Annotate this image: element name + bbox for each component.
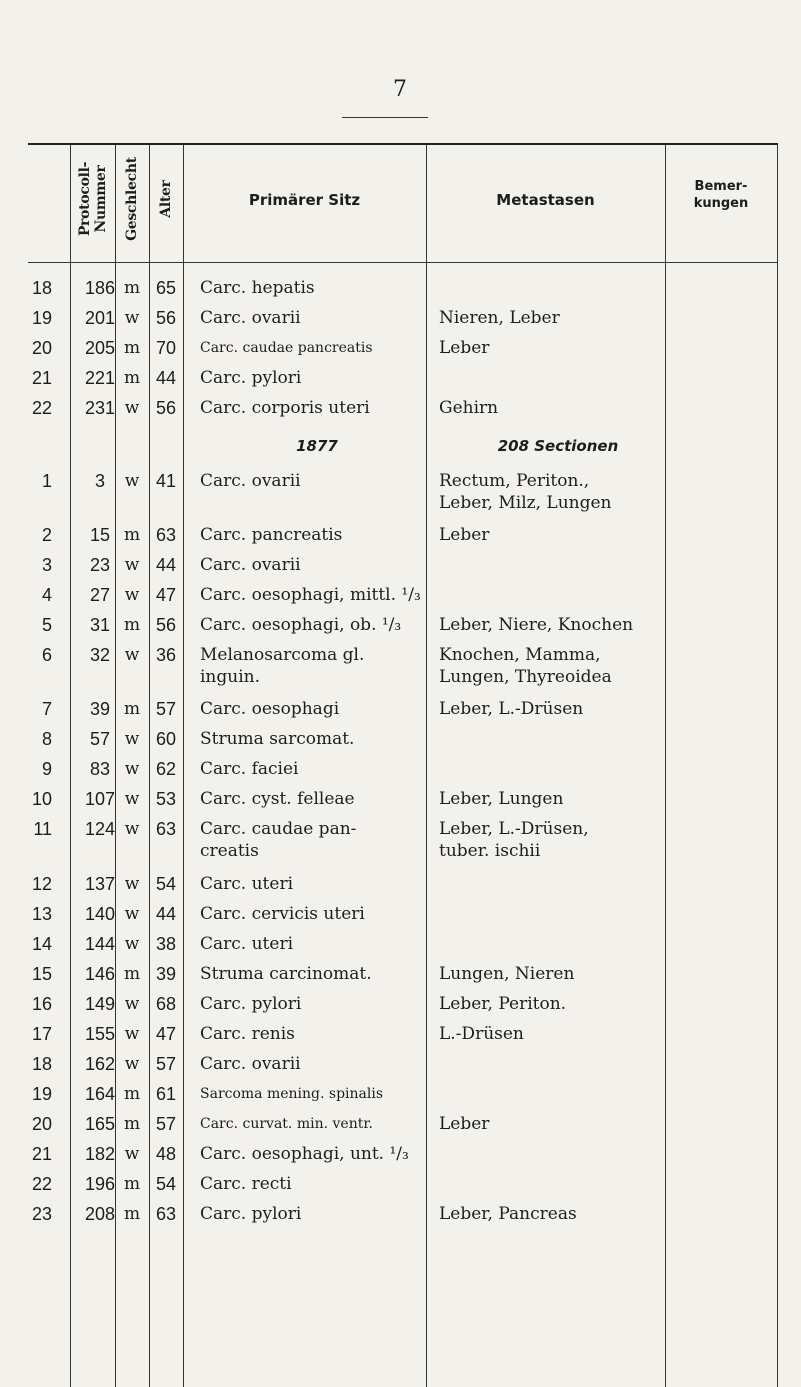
cell-protocol: 196 (84, 1174, 116, 1194)
table-row (28, 959, 778, 989)
cell-protocol: 146 (84, 964, 116, 984)
cell-age: 70 (155, 338, 177, 358)
header-primary-label: Primärer Sitz (248, 191, 361, 209)
cell-primary: Carc. oesophagi (200, 699, 340, 719)
table-row (28, 784, 778, 814)
cell-primary: Carc. faciei (200, 759, 299, 779)
cell-age: 44 (155, 904, 177, 924)
cell-protocol: 162 (84, 1054, 116, 1074)
cell-sex: m (123, 338, 141, 358)
cell-age: 36 (155, 645, 177, 665)
cell-lfd: 2 (41, 525, 52, 545)
cell-sex: w (124, 555, 140, 575)
cell-lfd: 4 (41, 585, 52, 605)
cell-primary: Carc. caudae pan- creatis (200, 819, 357, 861)
cell-protocol: 208 (84, 1204, 116, 1224)
table-row (28, 1139, 778, 1169)
cell-protocol: 144 (84, 934, 116, 954)
cell-age: 44 (155, 555, 177, 575)
cell-lfd: 22 (31, 398, 52, 418)
sections-count: 208 Sectionen (497, 437, 619, 455)
cell-primary: Carc. oesophagi, mittl. ¹/₃ (200, 585, 421, 605)
cell-lfd: 19 (31, 1084, 52, 1104)
cell-age: 47 (155, 585, 177, 605)
table-row (28, 303, 778, 333)
cell-sex: m (123, 525, 141, 545)
cell-sex: m (123, 368, 141, 388)
cell-lfd: 9 (41, 759, 52, 779)
cell-age: 63 (155, 1204, 177, 1224)
cell-lfd: 16 (31, 994, 52, 1014)
table-row (28, 1049, 778, 1079)
cell-primary: Carc. uteri (200, 874, 294, 894)
cell-age: 60 (155, 729, 177, 749)
cell-age: 54 (155, 874, 177, 894)
cell-lfd: 15 (31, 964, 52, 984)
cell-primary: Carc. ovarii (200, 471, 301, 491)
cell-lfd: 21 (31, 368, 52, 388)
year-row (28, 431, 778, 461)
cell-primary: Struma sarcomat. (200, 729, 355, 749)
table-row (28, 1169, 778, 1199)
cell-primary: Carc. cervicis uteri (200, 904, 365, 924)
cell-sex: w (124, 904, 140, 924)
cell-lfd: 22 (31, 1174, 52, 1194)
header-protocol (70, 145, 115, 262)
table-row (28, 640, 778, 692)
cell-lfd: 13 (31, 904, 52, 924)
cell-sex: w (124, 819, 140, 839)
cell-protocol: 83 (89, 759, 111, 779)
cell-protocol: 149 (84, 994, 116, 1014)
cell-metastases: Leber (439, 338, 490, 358)
autopsy-table (28, 143, 778, 1387)
table-row (28, 724, 778, 754)
cell-lfd: 8 (41, 729, 52, 749)
cell-age: 44 (155, 368, 177, 388)
cell-primary: Sarcoma mening. spinalis (200, 1086, 384, 1102)
cell-lfd: 20 (31, 338, 52, 358)
cell-age: 63 (155, 525, 177, 545)
cell-lfd: 18 (31, 1054, 52, 1074)
cell-sex: m (123, 1084, 141, 1104)
cell-sex: w (124, 471, 140, 491)
cell-age: 53 (155, 789, 177, 809)
cell-metastases: Leber, Periton. (439, 994, 567, 1014)
cell-sex: w (124, 308, 140, 328)
header-rule (28, 262, 778, 263)
cell-age: 56 (155, 308, 177, 328)
cell-age: 57 (155, 699, 177, 719)
cell-age: 39 (155, 964, 177, 984)
cell-sex: w (124, 789, 140, 809)
cell-lfd: 6 (41, 645, 52, 665)
cell-metastases: Leber, L.-Drüsen (439, 699, 584, 719)
cell-lfd: 20 (31, 1114, 52, 1134)
header-sex-label: Geschlecht (124, 157, 140, 241)
table-row (28, 1109, 778, 1139)
cell-age: 48 (155, 1144, 177, 1164)
cell-metastases: Lungen, Nieren (439, 964, 575, 984)
cell-age: 56 (155, 615, 177, 635)
cell-primary: Carc. curvat. min. ventr. (200, 1116, 373, 1132)
cell-protocol: 155 (84, 1024, 116, 1044)
table-row (28, 899, 778, 929)
cell-sex: w (124, 759, 140, 779)
cell-sex: m (123, 1174, 141, 1194)
table-row (28, 989, 778, 1019)
cell-metastases: Gehirn (439, 398, 499, 418)
cell-primary: Carc. ovarii (200, 555, 301, 575)
cell-primary: Carc. ovarii (200, 308, 301, 328)
cell-age: 56 (155, 398, 177, 418)
cell-age: 61 (155, 1084, 177, 1104)
table-row (28, 550, 778, 580)
cell-metastases: Leber, L.-Drüsen, tuber. ischii (439, 819, 589, 861)
cell-primary: Carc. pylori (200, 1204, 302, 1224)
cell-sex: w (124, 1144, 140, 1164)
cell-protocol: 124 (84, 819, 116, 839)
page-number: 7 (393, 77, 407, 102)
cell-protocol: 205 (84, 338, 116, 358)
cell-sex: m (123, 1114, 141, 1134)
cell-age: 57 (155, 1054, 177, 1074)
cell-sex: w (124, 1024, 140, 1044)
cell-metastases: Knochen, Mamma, Lungen, Thyreoidea (439, 645, 612, 687)
cell-protocol: 57 (89, 729, 111, 749)
cell-protocol: 201 (84, 308, 116, 328)
cell-primary: Carc. oesophagi, ob. ¹/₃ (200, 615, 402, 635)
header-sex (115, 145, 149, 262)
table-row (28, 929, 778, 959)
cell-primary: Melanosarcoma gl. inguin. (200, 645, 365, 687)
cell-lfd: 10 (31, 789, 52, 809)
cell-primary: Carc. corporis uteri (200, 398, 370, 418)
table-row (28, 520, 778, 550)
header-metastases-label: Metastasen (496, 191, 595, 209)
cell-primary: Carc. uteri (200, 934, 294, 954)
cell-sex: w (124, 934, 140, 954)
cell-lfd: 11 (33, 819, 52, 839)
cell-age: 47 (155, 1024, 177, 1044)
cell-metastases: Leber, Pancreas (439, 1204, 577, 1224)
cell-protocol: 231 (84, 398, 116, 418)
cell-sex: w (124, 729, 140, 749)
cell-sex: w (124, 398, 140, 418)
table-row (28, 754, 778, 784)
cell-sex: m (123, 964, 141, 984)
cell-lfd: 23 (31, 1204, 52, 1224)
cell-metastases: L.-Drüsen (439, 1024, 524, 1044)
cell-protocol: 31 (89, 615, 111, 635)
cell-primary: Carc. ovarii (200, 1054, 301, 1074)
header-protocol-label: Protocoll- Nummer (76, 161, 109, 237)
table-row (28, 1079, 778, 1109)
cell-sex: w (124, 645, 140, 665)
cell-protocol: 107 (84, 789, 116, 809)
cell-lfd: 3 (41, 555, 52, 575)
cell-protocol: 186 (84, 278, 116, 298)
cell-lfd: 18 (31, 278, 52, 298)
cell-sex: w (124, 994, 140, 1014)
cell-primary: Carc. pylori (200, 368, 302, 388)
header-primary (183, 145, 426, 262)
header-remarks-label: Bemer- kungen (693, 179, 749, 211)
cell-sex: m (123, 699, 141, 719)
cell-sex: m (123, 278, 141, 298)
cell-primary: Carc. pancreatis (200, 525, 343, 545)
cell-lfd: 12 (31, 874, 52, 894)
cell-metastases: Leber (439, 525, 490, 545)
cell-primary: Carc. renis (200, 1024, 295, 1044)
cell-primary: Carc. recti (200, 1174, 292, 1194)
cell-sex: w (124, 874, 140, 894)
cell-primary: Carc. oesophagi, unt. ¹/₃ (200, 1144, 409, 1164)
header-age-label: Alter (158, 180, 174, 218)
cell-protocol: 164 (84, 1084, 116, 1104)
cell-primary: Carc. caudae pancreatis (200, 340, 373, 356)
cell-protocol: 32 (89, 645, 111, 665)
cell-protocol: 15 (89, 525, 111, 545)
table-row (28, 363, 778, 393)
cell-primary: Carc. hepatis (200, 278, 315, 298)
cell-primary: Struma carcinomat. (200, 964, 372, 984)
cell-protocol: 39 (89, 699, 111, 719)
cell-sex: m (123, 615, 141, 635)
cell-primary: Carc. pylori (200, 994, 302, 1014)
cell-age: 68 (155, 994, 177, 1014)
cell-metastases: Leber, Niere, Knochen (439, 615, 634, 635)
cell-lfd: 14 (31, 934, 52, 954)
table-row (28, 333, 778, 363)
cell-protocol: 3 (94, 471, 105, 491)
cell-lfd: 7 (41, 699, 52, 719)
cell-age: 57 (155, 1114, 177, 1134)
cell-protocol: 182 (84, 1144, 116, 1164)
cell-protocol: 221 (84, 368, 116, 388)
cell-metastases: Leber (439, 1114, 490, 1134)
cell-protocol: 165 (84, 1114, 116, 1134)
cell-metastases: Nieren, Leber (439, 308, 560, 328)
table-row (28, 580, 778, 610)
cell-sex: w (124, 1054, 140, 1074)
table-row (28, 1019, 778, 1049)
table-row (28, 869, 778, 899)
header-age (149, 145, 183, 262)
cell-sex: m (123, 1204, 141, 1224)
cell-protocol: 23 (89, 555, 111, 575)
header-remarks (665, 145, 777, 262)
table-row (28, 694, 778, 724)
cell-age: 62 (155, 759, 177, 779)
table-row (28, 273, 778, 303)
cell-protocol: 27 (89, 585, 111, 605)
table-row (28, 814, 778, 866)
cell-protocol: 140 (84, 904, 116, 924)
cell-age: 54 (155, 1174, 177, 1194)
cell-age: 65 (155, 278, 177, 298)
cell-lfd: 19 (31, 308, 52, 328)
page-number-rule (342, 117, 428, 118)
table-row (28, 1199, 778, 1229)
year-label: 1877 (296, 437, 338, 455)
cell-metastases: Leber, Lungen (439, 789, 564, 809)
cell-protocol: 137 (84, 874, 116, 894)
cell-age: 38 (155, 934, 177, 954)
cell-lfd: 1 (41, 471, 52, 491)
table-row (28, 393, 778, 423)
cell-metastases: Rectum, Periton., Leber, Milz, Lungen (439, 471, 612, 513)
header-metastases (426, 145, 665, 262)
cell-lfd: 17 (31, 1024, 52, 1044)
cell-sex: w (124, 585, 140, 605)
cell-age: 63 (155, 819, 177, 839)
cell-lfd: 21 (31, 1144, 52, 1164)
table-row (28, 466, 778, 518)
table-row (28, 610, 778, 640)
cell-lfd: 5 (41, 615, 52, 635)
cell-age: 41 (155, 471, 177, 491)
cell-primary: Carc. cyst. felleae (200, 789, 355, 809)
